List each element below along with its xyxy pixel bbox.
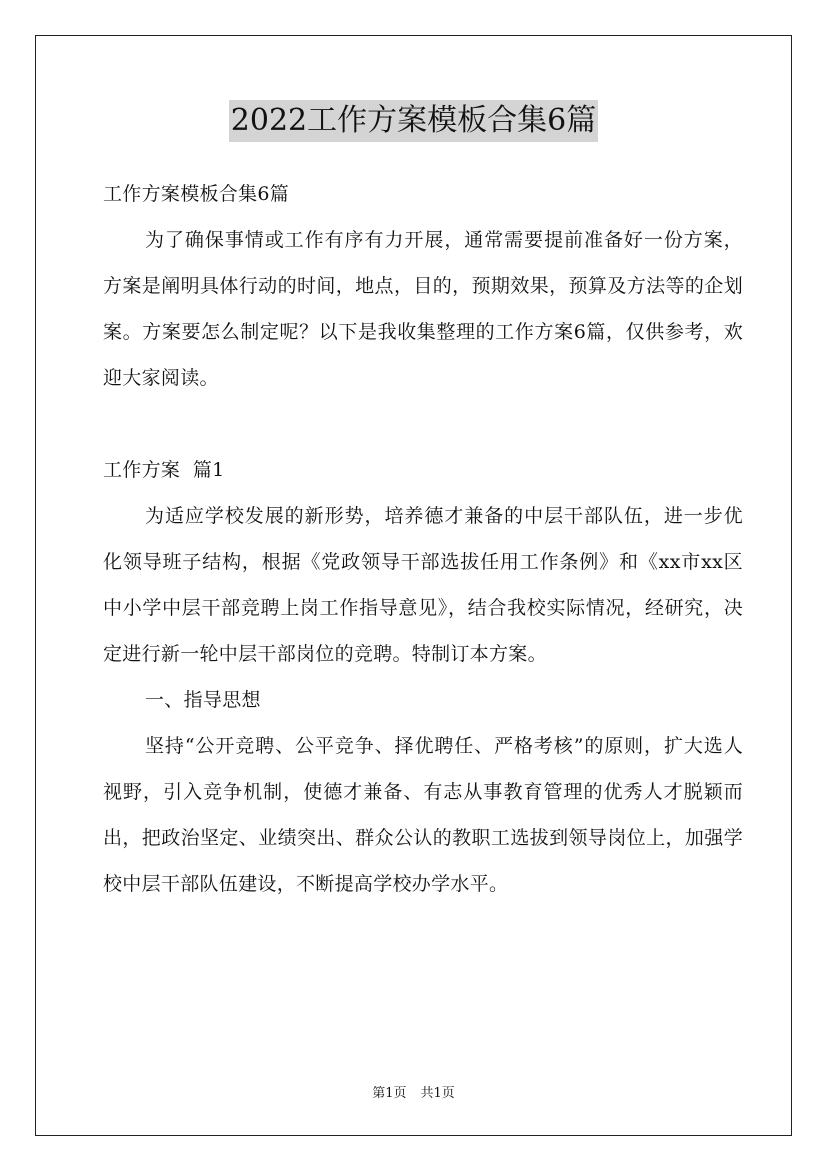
page-number-total: 共1页 bbox=[420, 1086, 455, 1101]
section-paragraph: 为适应学校发展的新形势，培养德才兼备的中层干部队伍，进一步优化领导班子结构，根据《党政领导干部选拔任用工作条例》和《xx市xx区中小学中层干部竞聘上岗工作指导意见》，结合我校实际情况，经研究，决定进行新一轮中层干部岗位的竞聘。特制订本方案。 bbox=[103, 505, 743, 665]
subheading-guiding-thought: 一、指导思想 bbox=[145, 689, 261, 711]
page-footer bbox=[0, 1082, 827, 1101]
section-heading: 工作方案 篇1 bbox=[103, 459, 225, 481]
page-number-current: 第1页 bbox=[372, 1086, 407, 1101]
intro-paragraph: 为了确保事情或工作有序有力开展，通常需要提前准备好一份方案，方案是阐明具体行动的时间，地点，目的，预期效果，预算及方法等的企划案。方案要怎么制定呢？以下是我收集整理的工作方案6篇，仅供参考，欢迎大家阅读。 bbox=[103, 229, 743, 389]
guiding-paragraph: 坚持“公开竞聘、公平竞争、择优聘任、严格考核”的原则，扩大选人视野，引入竞争机制，使德才兼备、有志从事教育管理的优秀人才脱颖而出，把政治坚定、业绩突出、群众公认的教职工选拔到领导岗位上，加强学校中层干部队伍建设，不断提高学校办学水平。 bbox=[103, 735, 743, 895]
document-body bbox=[103, 171, 743, 907]
document-subtitle: 工作方案模板合集6篇 bbox=[103, 183, 290, 205]
section-spacer bbox=[103, 401, 743, 447]
title-container bbox=[0, 100, 827, 142]
document-title: 2022工作方案模板合集6篇 bbox=[229, 100, 598, 142]
